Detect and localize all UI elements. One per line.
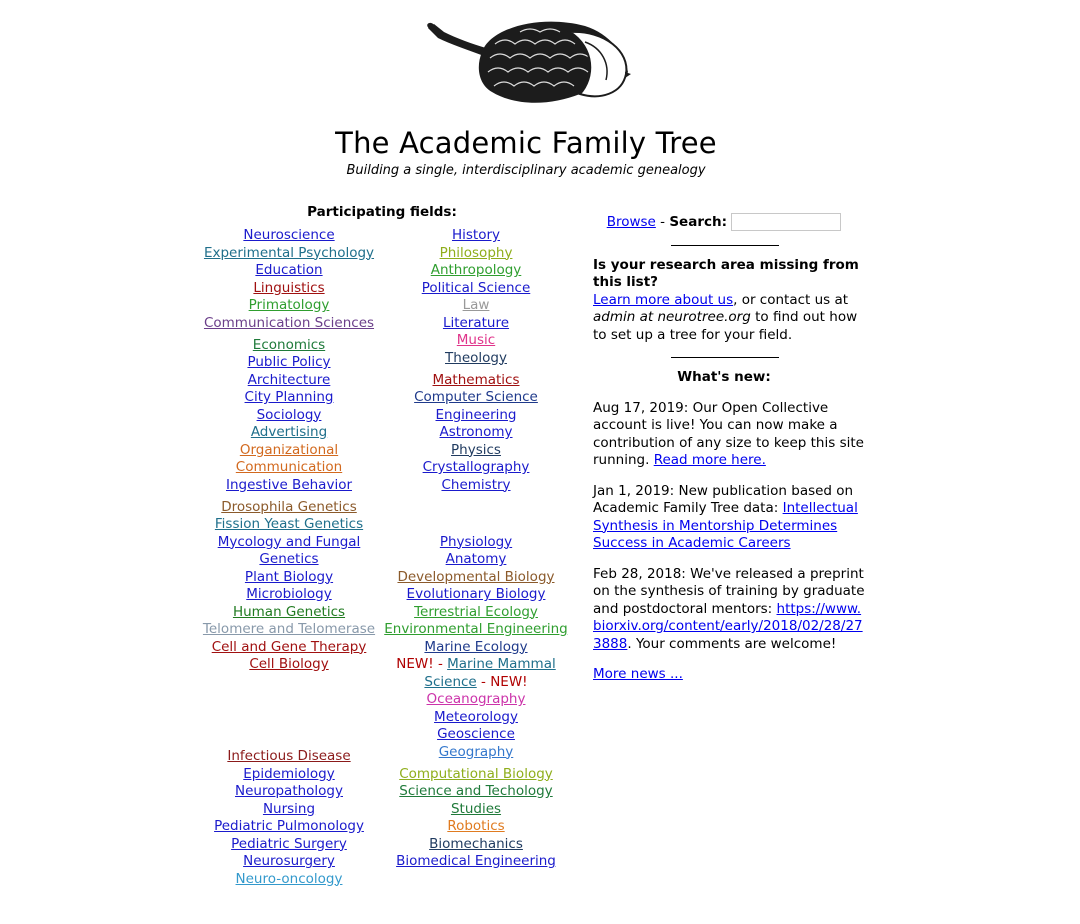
- field-link-advertising[interactable]: Advertising: [250, 424, 328, 440]
- field-link-cell-biology[interactable]: Cell Biology: [249, 656, 329, 672]
- field-link-astronomy[interactable]: Astronomy: [439, 424, 513, 440]
- column-spacer: [376, 512, 576, 530]
- field-link-experimental-psychology[interactable]: Experimental Psychology: [203, 244, 375, 261]
- missing-area-heading: Is your research area missing from this list?: [593, 256, 859, 290]
- field-link-physics[interactable]: Physics: [451, 441, 501, 458]
- column-spacer: [190, 713, 388, 731]
- field-link-infectious-disease[interactable]: Infectious Disease: [227, 748, 351, 764]
- field-link-marine-ecology[interactable]: Marine Ecology: [424, 638, 528, 655]
- field-link-fission-yeast-genetics[interactable]: Fission Yeast Genetics: [214, 516, 364, 532]
- field-link-mathematics[interactable]: Mathematics: [432, 371, 520, 388]
- field-link-primatology[interactable]: Primatology: [248, 297, 330, 313]
- fields-heading: Participating fields:: [307, 204, 457, 220]
- field-link-biomechanics[interactable]: Biomechanics: [429, 835, 523, 852]
- learn-more-link[interactable]: Learn more about us: [593, 291, 734, 308]
- field-link-epidemiology[interactable]: Epidemiology: [243, 765, 335, 782]
- divider: [671, 357, 779, 358]
- contact-email: admin at neurotree.org: [593, 309, 751, 325]
- column-spacer: [190, 696, 388, 714]
- new-badge: NEW! -: [396, 656, 448, 672]
- field-link-neurosurgery[interactable]: Neurosurgery: [243, 853, 335, 869]
- field-link-theology[interactable]: Theology: [445, 349, 507, 366]
- field-link-developmental-biology[interactable]: Developmental Biology: [397, 568, 555, 585]
- separator: -: [655, 214, 670, 230]
- field-link-communication[interactable]: Communication: [235, 459, 343, 475]
- field-link-anthropology[interactable]: Anthropology: [430, 262, 522, 278]
- field-link-neuro-oncology[interactable]: Neuro-oncology: [235, 870, 343, 887]
- field-link-plant-biology[interactable]: Plant Biology: [244, 568, 334, 585]
- field-link-crystallography[interactable]: Crystallography: [422, 459, 530, 475]
- field-link-physiology[interactable]: Physiology: [439, 533, 513, 550]
- field-link-oceanography[interactable]: Oceanography: [426, 691, 526, 707]
- field-link-engineering[interactable]: Engineering: [435, 406, 517, 423]
- field-link-science-and-techology[interactable]: Science and Techology: [399, 783, 553, 799]
- field-link-drosophila-genetics[interactable]: Drosophila Genetics: [221, 498, 357, 515]
- field-link-genetics[interactable]: Genetics: [259, 551, 319, 567]
- fields-column-left: [190, 227, 388, 888]
- field-link-public-policy[interactable]: Public Policy: [247, 354, 331, 370]
- search-input[interactable]: [731, 213, 841, 231]
- field-link-marine-mammal-science[interactable]: Marine Mammal: [447, 656, 556, 672]
- field-link-environmental-engineering[interactable]: Environmental Engineering: [384, 621, 568, 637]
- field-link-history[interactable]: History: [451, 227, 501, 243]
- column-spacer: [376, 494, 576, 512]
- field-link-ingestive-behavior[interactable]: Ingestive Behavior: [225, 476, 353, 493]
- column-spacer: [190, 731, 388, 749]
- field-link-philosophy[interactable]: Philosophy: [439, 244, 513, 261]
- field-link-chemistry[interactable]: Chemistry: [441, 476, 511, 493]
- field-link-neuropathology[interactable]: Neuropathology: [235, 783, 343, 799]
- field-link-neuroscience[interactable]: Neuroscience: [243, 227, 335, 243]
- divider: [671, 245, 779, 246]
- field-link-law[interactable]: Law: [462, 297, 490, 313]
- field-link-evolutionary-biology[interactable]: Evolutionary Biology: [406, 586, 546, 602]
- field-link-telomere-and-telomerase[interactable]: Telomere and Telomerase: [202, 621, 376, 637]
- news-text: Jan 1, 2019: New publication based on Academic Family Tree data:: [593, 482, 854, 516]
- field-link-human-genetics[interactable]: Human Genetics: [232, 603, 346, 620]
- field-link-geography[interactable]: Geography: [438, 743, 514, 760]
- field-link-pediatric-surgery[interactable]: Pediatric Surgery: [231, 835, 347, 852]
- acorn-logo-icon: [420, 14, 632, 126]
- news-link[interactable]: Intellectual Synthesis in Mentorship Determines Success in Academic Careers: [593, 500, 858, 551]
- field-link-political-science[interactable]: Political Science: [421, 279, 531, 296]
- field-link-terrestrial-ecology[interactable]: Terrestrial Ecology: [414, 603, 538, 620]
- field-link-nursing[interactable]: Nursing: [262, 800, 316, 817]
- field-link-robotics[interactable]: Robotics: [447, 818, 505, 834]
- search-label: Search:: [669, 214, 727, 230]
- field-row-new: [376, 656, 576, 674]
- field-link-linguistics[interactable]: Linguistics: [253, 279, 325, 296]
- column-spacer: [190, 678, 388, 696]
- more-news-row: [593, 666, 865, 684]
- field-link-microbiology[interactable]: Microbiology: [246, 586, 332, 602]
- sidebar: [593, 213, 865, 697]
- missing-text-2: to find out how to set up a tree for your field.: [593, 309, 858, 343]
- field-link-organizational[interactable]: Organizational: [239, 441, 339, 458]
- news-link[interactable]: https://www.biorxiv.org/content/early/2018/02/28/273888: [593, 600, 863, 652]
- news-link[interactable]: Read more here.: [653, 452, 766, 468]
- field-link-education[interactable]: Education: [255, 262, 323, 278]
- field-link-meteorology[interactable]: Meteorology: [434, 708, 518, 725]
- page-title: The Academic Family Tree: [335, 126, 717, 160]
- field-link-biomedical-engineering[interactable]: Biomedical Engineering: [396, 853, 556, 869]
- field-link-city-planning[interactable]: City Planning: [244, 389, 334, 405]
- missing-area-block: [593, 257, 865, 345]
- missing-text-1: , or contact us at: [733, 291, 849, 308]
- field-row-new: [376, 674, 576, 692]
- fields-column-right: [376, 227, 576, 871]
- browse-link[interactable]: Browse: [606, 214, 656, 230]
- field-link-studies[interactable]: Studies: [450, 800, 502, 817]
- field-link-mycology-and-fungal[interactable]: Mycology and Fungal: [217, 533, 361, 550]
- more-news-link[interactable]: More news ...: [593, 666, 683, 682]
- field-link-cell-and-gene-therapy[interactable]: Cell and Gene Therapy: [211, 638, 367, 655]
- new-badge: - NEW!: [476, 673, 528, 690]
- field-link-anatomy[interactable]: Anatomy: [445, 551, 507, 567]
- news-text-after: . Your comments are welcome!: [627, 635, 837, 652]
- field-link-sociology[interactable]: Sociology: [256, 406, 322, 423]
- field-link-economics[interactable]: Economics: [252, 336, 326, 353]
- news-text: Feb 28, 2018: We've released a preprint on the synthesis of training by graduate and postdoctoral mentors:: [593, 565, 865, 617]
- field-link-geoscience[interactable]: Geoscience: [437, 726, 515, 742]
- field-link-literature[interactable]: Literature: [442, 314, 510, 331]
- news-item: [593, 483, 865, 553]
- whats-new-heading: What's new:: [677, 369, 771, 385]
- field-link-computational-biology[interactable]: Computational Biology: [399, 765, 553, 782]
- field-link-music[interactable]: Music: [456, 332, 496, 348]
- field-link-computer-science[interactable]: Computer Science: [414, 389, 538, 405]
- page-tagline: Building a single, interdisciplinary academic genealogy: [346, 163, 706, 178]
- field-link-pediatric-pulmonology[interactable]: Pediatric Pulmonology: [214, 818, 364, 834]
- news-item: [593, 566, 865, 654]
- news-item: [593, 400, 865, 470]
- field-link-communication-sciences[interactable]: Communication Sciences: [203, 314, 375, 331]
- news-text: Aug 17, 2019: Our Open Collective account is live! You can now make a contribution of any size to keep this site running.: [593, 399, 864, 468]
- field-link-marine-mammal-science[interactable]: Science: [424, 673, 477, 690]
- field-link-architecture[interactable]: Architecture: [247, 371, 331, 388]
- browse-search-row: [593, 213, 855, 232]
